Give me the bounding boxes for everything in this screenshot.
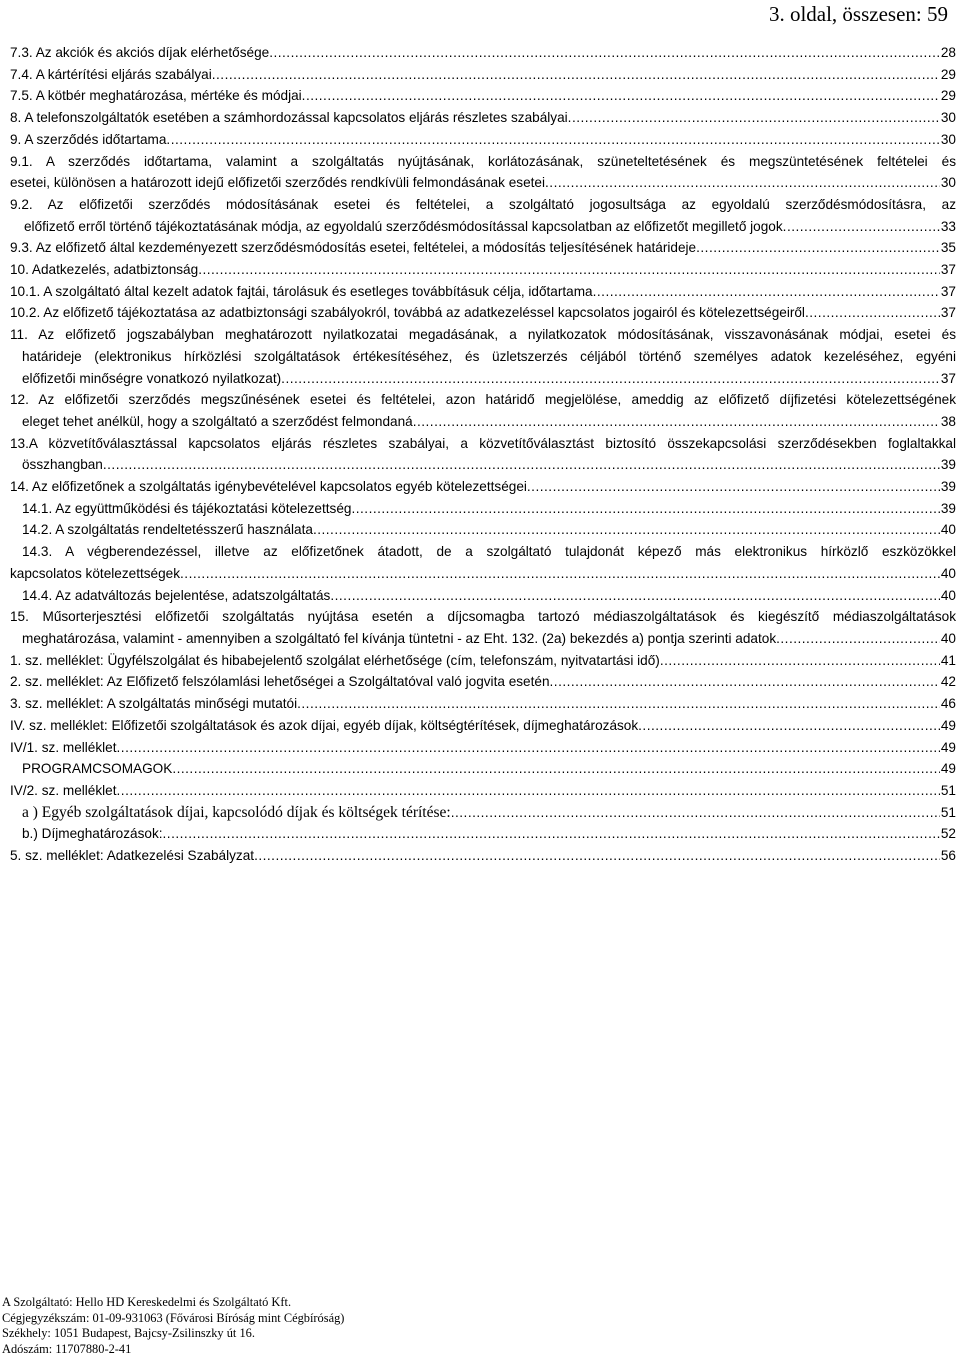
toc-entry[interactable] [10, 64, 956, 86]
toc-entry[interactable] [10, 281, 956, 303]
toc-entry-title: 14.1. Az együttműködési és tájékoztatási kötelezettség [22, 500, 352, 516]
dot-leader [198, 259, 940, 281]
toc-entry[interactable] [10, 671, 956, 693]
dot-leader [545, 172, 940, 194]
toc-page-number: 41 [940, 652, 956, 668]
footer-tax-number: Adószám: 11707880-2-41 [2, 1341, 132, 1356]
toc-entry-title-line: 9.2. Az előfizetői szerződés módosításának esetei és feltételei, a szolgáltató jogosultsága az egyoldalú szerződésmódosításra, az [10, 196, 956, 212]
toc-entry[interactable] [10, 129, 956, 151]
toc-entry[interactable] [10, 237, 956, 259]
toc-entry-title-line: 11. Az előfizető jogszabályban meghatározott nyilatkozatai megadásának, a nyilatkozatok módosításának, visszavonásának módjai, esetei és [10, 327, 956, 343]
toc-entry-title: PROGRAMCSOMAGOK [22, 761, 173, 777]
dot-leader [117, 780, 940, 802]
toc-page-number: 56 [940, 848, 956, 864]
toc-entry-title: IV/2. sz. melléklet [10, 782, 117, 798]
toc-page-number: 37 [940, 262, 956, 278]
dot-leader [166, 129, 939, 151]
toc-entry-title: 7.4. A kártérítési eljárás szabályai [10, 66, 212, 82]
dot-leader [451, 802, 940, 824]
toc-page-number: 49 [940, 739, 956, 755]
toc-page-number: 39 [940, 457, 956, 473]
toc-entry-title-line: határideje (elektronikus hírközlési szolgáltatások értékesítéséhez, és üzletszerzés céljából történő személyes adatok kezeléséhez, egyéni [22, 348, 956, 364]
toc-entry-title-line: 13.A közvetítőválasztással kapcsolatos eljárás részletes szabályai, a közvetítőválasztást biztosító összekapcsolási szerződésekben foglaltakkal [10, 435, 956, 451]
toc-entry[interactable] [10, 42, 956, 64]
toc-entry[interactable] [10, 389, 956, 432]
toc-entry[interactable] [10, 541, 956, 584]
toc-page-number: 30 [940, 175, 956, 191]
dot-leader [550, 671, 940, 693]
toc-page-number: 49 [940, 761, 956, 777]
table-of-contents [10, 42, 956, 867]
toc-entry[interactable] [10, 194, 956, 237]
toc-entry-title-line: 15. Műsorterjesztési előfizetői szolgáltatás nyújtása esetén a díjcsomagba tartozó médiaszolgáltatások és kiegészítő médiaszolgáltatások [10, 609, 956, 625]
toc-entry[interactable] [10, 107, 956, 129]
toc-entry-title: előfizető erről történő tájékoztatásának módja, az egyoldalú szerződésmódosítással kapcsolatban az előfizetőt megillető jogok [24, 218, 783, 234]
toc-entry[interactable] [10, 259, 956, 281]
toc-entry-title: előfizetői minőségre vonatkozó nyilatkozat) [22, 370, 282, 386]
footer-registration-number: Cégjegyzékszám: 01-09-931063 (Fővárosi Bíróság mint Cégbíróság) [2, 1310, 345, 1325]
dot-leader [302, 85, 940, 107]
toc-page-number: 37 [940, 305, 956, 321]
toc-page-number: 29 [940, 66, 956, 82]
toc-entry-title: 10. Adatkezelés, adatbiztonság [10, 262, 199, 278]
toc-entry[interactable] [10, 324, 956, 389]
toc-entry-title: 5. sz. melléklet: Adatkezelési Szabályzat [10, 848, 255, 864]
toc-entry-title-line: 9.1. A szerződés időtartama, valamint a szolgáltatás nyújtásának, korlátozásának, szüneteltetésének és megszüntetésének feltételei és [10, 153, 956, 169]
dot-leader [805, 302, 940, 324]
toc-page-number: 30 [940, 110, 956, 126]
toc-entry[interactable] [10, 585, 956, 607]
toc-page-number: 42 [940, 674, 956, 690]
footer-company-name: A Szolgáltató: Hello HD Kereskedelmi és Szolgáltató Kft. [2, 1295, 292, 1309]
toc-entry[interactable] [10, 715, 956, 737]
toc-page-number: 29 [940, 88, 956, 104]
toc-entry-title: 2. sz. melléklet: Az Előfizető felszólamlási lehetőségei a Szolgáltatóval való jogvita esetén [10, 674, 550, 690]
dot-leader [527, 476, 940, 498]
toc-page-number: 33 [940, 218, 956, 234]
dot-leader [212, 64, 940, 86]
dot-leader [413, 411, 940, 433]
toc-entry-title: esetei, különösen a határozott idejű előfizetői szerződés rendkívüli felmondásának esetei [10, 175, 546, 191]
toc-entry-title: IV. sz. melléklet: Előfizetői szolgáltatások és azok díjai, egyéb díjak, költségtérítések, díjmeghatározások [10, 717, 639, 733]
toc-page-number: 37 [940, 283, 956, 299]
dot-leader [313, 519, 940, 541]
toc-entry-title: 14.2. A szolgáltatás rendeltetésszerű használata [22, 522, 313, 538]
toc-entry-title: 7.5. A kötbér meghatározása, mértéke és módjai [10, 88, 302, 104]
toc-entry[interactable] [10, 650, 956, 672]
toc-page-number: 46 [940, 696, 956, 712]
toc-page-number: 40 [940, 565, 956, 581]
toc-page-number: 39 [940, 479, 956, 495]
toc-entry[interactable] [10, 845, 956, 867]
toc-page-number: 28 [940, 45, 956, 60]
toc-entry-title-line: 12. Az előfizetői szerződés megszűnésének esetei és feltételei, azon határidő megjelölése, ameddig az előfizető díjfizetési kötelezettségének [10, 392, 956, 408]
toc-entry[interactable] [10, 151, 956, 194]
dot-leader [281, 368, 940, 390]
toc-page-number: 35 [940, 240, 956, 256]
toc-page-number: 51 [940, 782, 956, 798]
footer-headquarters: Székhely: 1051 Budapest, Bajcsy-Zsilinszky út 16. [2, 1326, 255, 1341]
dot-leader [254, 845, 940, 867]
toc-entry-title: 3. sz. melléklet: A szolgáltatás minőségi mutatói [10, 696, 298, 712]
dot-leader [103, 454, 940, 476]
toc-page-number: 40 [940, 522, 956, 538]
toc-page-number: 40 [940, 630, 956, 646]
toc-entry[interactable] [10, 758, 956, 780]
toc-page-number: 30 [940, 131, 956, 147]
toc-entry[interactable] [10, 498, 956, 520]
toc-entry-title: összhangban [22, 457, 103, 473]
dot-leader [172, 758, 940, 780]
dot-leader [638, 715, 940, 737]
dot-leader [117, 737, 940, 759]
toc-entry-title: 7.3. Az akciók és akciós díjak elérhetősége [10, 45, 270, 60]
toc-entry[interactable] [10, 476, 956, 498]
toc-entry-title: meghatározása, valamint - amennyiben a szolgáltató fel kívánja tüntetni - az Eht. 132. (2a) bekezdés a) pontja szerinti adatok [22, 630, 777, 646]
toc-entry-title: 8. A telefonszolgáltatók esetében a számhordozással kapcsolatos eljárás részletes szabályai [10, 110, 568, 126]
toc-entry[interactable] [10, 85, 956, 107]
dot-leader [351, 498, 939, 520]
toc-entry-title: a ) Egyéb szolgáltatások díjai, kapcsolódó díjak és költségek térítése: [22, 803, 451, 821]
dot-leader [783, 216, 940, 238]
toc-entry[interactable] [10, 606, 956, 649]
dot-leader [269, 42, 940, 64]
dot-leader [330, 585, 940, 607]
dot-leader [696, 237, 940, 259]
toc-page-number: 38 [940, 413, 956, 429]
toc-page-number: 51 [940, 804, 956, 820]
toc-entry-title: IV/1. sz. melléklet [10, 739, 117, 755]
toc-entry-title-line: 14.3. A végberendezéssel, illetve az előfizetőnek átadott, de a szolgáltató tulajdonát képező más elektronikus hírközlő eszközökkel [22, 544, 956, 560]
toc-entry[interactable] [10, 519, 956, 541]
toc-entry-title: b.) Díjmeghatározások: [22, 826, 163, 842]
toc-entry[interactable] [10, 302, 956, 324]
toc-page-number: 37 [940, 370, 956, 386]
toc-entry[interactable] [10, 823, 956, 845]
toc-entry[interactable] [10, 693, 956, 715]
company-footer [2, 1295, 344, 1357]
toc-entry-title: eleget tehet anélkül, hogy a szolgáltató a szerződést felmondaná [22, 413, 413, 429]
page-number-header: 3. oldal, összesen: 59 [768, 2, 948, 26]
dot-leader [593, 281, 940, 303]
toc-page-number: 49 [940, 717, 956, 733]
toc-page-number: 52 [940, 826, 956, 842]
toc-entry[interactable] [10, 737, 956, 759]
toc-page-number: 40 [940, 587, 956, 603]
dot-leader [660, 650, 940, 672]
dot-leader [776, 628, 940, 650]
toc-entry-title: 14.4. Az adatváltozás bejelentése, adatszolgáltatás [22, 587, 331, 603]
toc-entry-title: 10.2. Az előfizető tájékoztatása az adatbiztonsági szabályokról, továbbá az adatkezeléssel kapcsolatos jogairól és kötelezettségeiről [10, 305, 805, 321]
toc-entry-title: 10.1. A szolgáltató által kezelt adatok fajtái, tárolásuk és esetleges továbbításuk célja, időtartama [10, 283, 593, 299]
dot-leader [163, 823, 940, 845]
dot-leader [180, 563, 940, 585]
toc-entry-title: kapcsolatos kötelezettségek [10, 565, 181, 581]
dot-leader [568, 107, 940, 129]
toc-entry-title: 9. A szerződés időtartama [10, 131, 167, 147]
toc-page-number: 39 [940, 500, 956, 516]
toc-entry-title: 14. Az előfizetőnek a szolgáltatás igénybevételével kapcsolatos egyéb kötelezettségei [10, 479, 527, 495]
toc-entry[interactable] [10, 780, 956, 802]
toc-entry-title: 9.3. Az előfizető által kezdeményezett szerződésmódosítás esetei, feltételei, a módosítás teljesítésének határideje [10, 240, 697, 256]
toc-entry-title: 1. sz. melléklet: Ügyfélszolgálat és hibabejelentő szolgálat elérhetősége (cím, telefonszám, nyitvatartási idő) [10, 652, 660, 668]
toc-entry[interactable] [10, 433, 956, 476]
toc-entry[interactable] [10, 802, 956, 824]
dot-leader [297, 693, 940, 715]
